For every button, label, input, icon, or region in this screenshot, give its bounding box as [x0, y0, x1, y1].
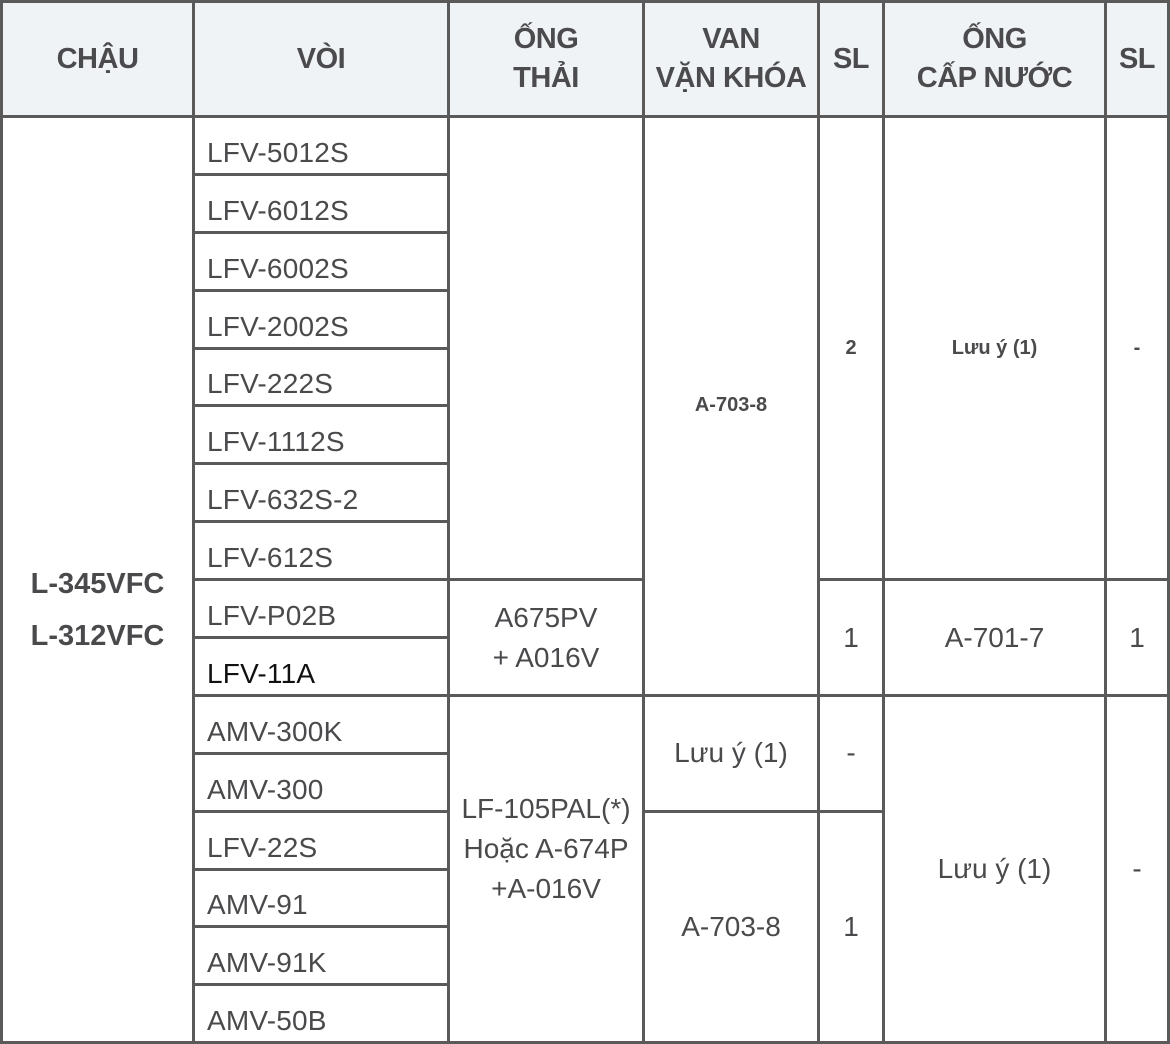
header-drain-pipe-line2: THẢI: [513, 62, 579, 94]
header-qty-1: [819, 2, 884, 117]
supply-pipe-cell-group-b: A-701-7: [884, 580, 1106, 696]
header-basin-label: CHẬU: [56, 42, 139, 75]
faucet-cell: AMV-300: [194, 753, 449, 811]
drain-pipe-cell-group-c: [449, 695, 644, 1042]
header-faucet-label: VÒI: [296, 42, 346, 75]
faucet-cell: LFV-6002S: [194, 232, 449, 290]
drain-pipe-line: Hoặc A-674P: [463, 833, 629, 865]
drain-pipe-line: +A-016V: [491, 873, 601, 905]
header-stop-valve-line2: VẶN KHÓA: [655, 62, 807, 94]
qty2-cell-group-b: 1: [1106, 580, 1169, 696]
basin-models-cell: [2, 117, 194, 1043]
drain-pipe-line: LF-105PAL(*): [461, 793, 631, 825]
header-qty-1-label: SL: [832, 42, 870, 75]
faucet-cell: LFV-6012S: [194, 174, 449, 232]
header-stop-valve: [644, 2, 819, 117]
faucet-cell: LFV-5012S: [194, 117, 449, 175]
faucet-cell: LFV-222S: [194, 348, 449, 406]
stop-valve-cell-group-a: A-703-8: [644, 117, 819, 696]
faucet-cell: LFV-1112S: [194, 406, 449, 464]
qty2-cell-group-a: -: [1106, 117, 1169, 580]
qty2-cell-group-c: -: [1106, 695, 1169, 1042]
header-drain-pipe: [449, 2, 644, 117]
table-row: [2, 117, 1169, 175]
header-drain-pipe-line1: ỐNG: [513, 23, 579, 55]
qty1-cell-group-a: 2: [819, 117, 884, 580]
header-faucet: [194, 2, 449, 117]
faucet-cell: LFV-11A: [194, 638, 449, 696]
header-supply-pipe-line1: ỐNG: [962, 23, 1027, 55]
faucet-cell: LFV-612S: [194, 522, 449, 580]
faucet-cell: LFV-632S-2: [194, 464, 449, 522]
header-supply-pipe: [884, 2, 1106, 117]
faucet-cell: LFV-2002S: [194, 290, 449, 348]
stop-valve-cell-group-c-top: Lưu ý (1): [644, 695, 819, 811]
faucet-cell: AMV-300K: [194, 695, 449, 753]
qty1-cell-group-c-top: -: [819, 695, 884, 811]
basin-model: L-312VFC: [30, 619, 165, 652]
qty1-cell-group-c-bottom: 1: [819, 811, 884, 1043]
faucet-cell: LFV-22S: [194, 811, 449, 869]
stop-valve-cell-group-c-bottom: A-703-8: [644, 811, 819, 1043]
header-qty-2-label: SL: [1118, 42, 1156, 75]
qty1-cell-group-b: 1: [819, 580, 884, 696]
header-qty-2: [1106, 2, 1169, 117]
faucet-cell: AMV-50B: [194, 985, 449, 1043]
faucet-cell: LFV-P02B: [194, 580, 449, 638]
faucet-cell: AMV-91K: [194, 927, 449, 985]
drain-pipe-line: + A016V: [492, 641, 600, 673]
header-stop-valve-line1: VAN: [702, 23, 760, 55]
header-row: [2, 2, 1169, 117]
supply-pipe-cell-group-a: Lưu ý (1): [884, 117, 1106, 580]
drain-pipe-cell-group-b: [449, 580, 644, 696]
faucet-cell: AMV-91: [194, 869, 449, 927]
drain-pipe-cell-group-a: [449, 117, 644, 580]
supply-pipe-cell-group-c: Lưu ý (1): [884, 695, 1106, 1042]
drain-pipe-line: A675PV: [494, 601, 598, 633]
basin-model: L-345VFC: [30, 567, 165, 600]
header-basin: [2, 2, 194, 117]
header-supply-pipe-line2: CẤP NƯỚC: [916, 62, 1073, 94]
